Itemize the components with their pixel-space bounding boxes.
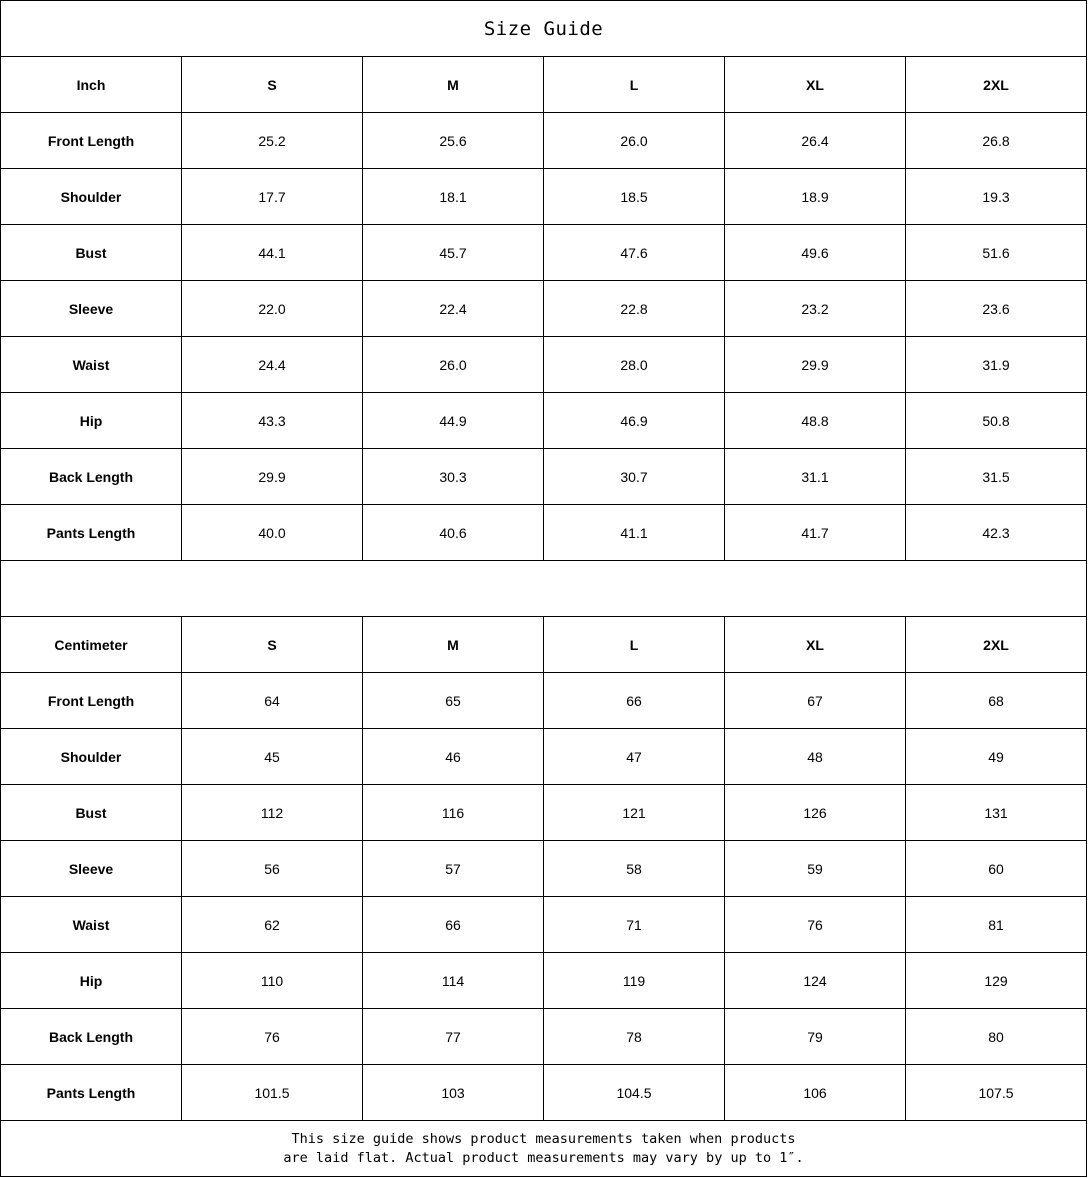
table-cell: 45 [182,729,363,785]
table-cell: 46 [363,729,544,785]
cm-header-row [1,617,1087,673]
table-cell: 23.6 [906,281,1087,337]
inch-size-header: M [363,57,544,113]
row-label: Front Length [1,113,182,169]
table-cell: 17.7 [182,169,363,225]
cm-size-header: XL [725,617,906,673]
table-cell: 119 [544,953,725,1009]
cm-row-waist [1,897,1087,953]
row-label: Waist [1,897,182,953]
table-cell: 31.1 [725,449,906,505]
table-cell: 29.9 [725,337,906,393]
table-cell: 19.3 [906,169,1087,225]
cm-row-hip [1,953,1087,1009]
table-cell: 30.7 [544,449,725,505]
inch-header-row [1,57,1087,113]
table-cell: 40.6 [363,505,544,561]
row-label: Bust [1,785,182,841]
table-cell: 25.2 [182,113,363,169]
cm-size-header: S [182,617,363,673]
table-cell: 60 [906,841,1087,897]
row-label: Hip [1,393,182,449]
row-label: Back Length [1,449,182,505]
table-cell: 46.9 [544,393,725,449]
table-cell: 121 [544,785,725,841]
table-cell: 64 [182,673,363,729]
table-cell: 116 [363,785,544,841]
table-cell: 25.6 [363,113,544,169]
table-cell: 31.5 [906,449,1087,505]
row-label: Bust [1,225,182,281]
table-cell: 50.8 [906,393,1087,449]
inch-unit-label: Inch [1,57,182,113]
table-cell: 26.0 [363,337,544,393]
row-label: Hip [1,953,182,1009]
table-cell: 106 [725,1065,906,1121]
row-label: Sleeve [1,281,182,337]
inch-row-shoulder [1,169,1087,225]
inch-size-header: 2XL [906,57,1087,113]
inch-row-waist [1,337,1087,393]
table-cell: 114 [363,953,544,1009]
table-cell: 29.9 [182,449,363,505]
table-cell: 44.1 [182,225,363,281]
table-cell: 43.3 [182,393,363,449]
footer-row [1,1121,1087,1177]
table-cell: 67 [725,673,906,729]
inch-row-pants-length [1,505,1087,561]
cm-unit-label: Centimeter [1,617,182,673]
disclaimer-line: are laid flat. Actual product measurements may vary by up to 1″. [283,1149,804,1166]
table-cell: 65 [363,673,544,729]
table-cell: 23.2 [725,281,906,337]
inch-size-header: XL [725,57,906,113]
table-cell: 68 [906,673,1087,729]
table-cell: 28.0 [544,337,725,393]
inch-row-bust [1,225,1087,281]
table-cell: 56 [182,841,363,897]
table-cell: 51.6 [906,225,1087,281]
table-cell: 80 [906,1009,1087,1065]
table-cell: 47.6 [544,225,725,281]
table-cell: 47 [544,729,725,785]
table-cell: 40.0 [182,505,363,561]
table-cell: 124 [725,953,906,1009]
table-cell: 66 [544,673,725,729]
inch-row-hip [1,393,1087,449]
table-cell: 18.5 [544,169,725,225]
table-cell: 66 [363,897,544,953]
table-cell: 44.9 [363,393,544,449]
table-cell: 103 [363,1065,544,1121]
row-label: Waist [1,337,182,393]
table-cell: 26.4 [725,113,906,169]
row-label: Shoulder [1,729,182,785]
table-cell: 57 [363,841,544,897]
row-label: Back Length [1,1009,182,1065]
table-cell: 110 [182,953,363,1009]
table-cell: 59 [725,841,906,897]
measurement-disclaimer [1,1121,1087,1177]
row-label: Pants Length [1,505,182,561]
cm-row-shoulder [1,729,1087,785]
table-cell: 41.1 [544,505,725,561]
disclaimer-line: This size guide shows product measurements taken when products [291,1130,796,1147]
table-spacer-row [1,561,1087,617]
table-cell: 48 [725,729,906,785]
table-cell: 101.5 [182,1065,363,1121]
cm-size-header: M [363,617,544,673]
table-cell: 18.9 [725,169,906,225]
table-cell: 41.7 [725,505,906,561]
table-cell: 22.8 [544,281,725,337]
table-spacer [1,561,1087,617]
page-title: Size Guide [1,1,1087,57]
inch-row-front-length [1,113,1087,169]
cm-row-sleeve [1,841,1087,897]
row-label: Front Length [1,673,182,729]
inch-size-header: S [182,57,363,113]
inch-row-sleeve [1,281,1087,337]
table-cell: 58 [544,841,725,897]
table-cell: 31.9 [906,337,1087,393]
table-cell: 49 [906,729,1087,785]
table-cell: 104.5 [544,1065,725,1121]
row-label: Sleeve [1,841,182,897]
inch-row-back-length [1,449,1087,505]
table-cell: 22.4 [363,281,544,337]
table-cell: 18.1 [363,169,544,225]
cm-size-header: 2XL [906,617,1087,673]
table-cell: 131 [906,785,1087,841]
table-cell: 78 [544,1009,725,1065]
table-cell: 79 [725,1009,906,1065]
cm-row-front-length [1,673,1087,729]
table-cell: 24.4 [182,337,363,393]
table-cell: 107.5 [906,1065,1087,1121]
table-cell: 48.8 [725,393,906,449]
table-cell: 26.0 [544,113,725,169]
cm-size-header: L [544,617,725,673]
table-cell: 71 [544,897,725,953]
inch-size-header: L [544,57,725,113]
table-cell: 81 [906,897,1087,953]
table-cell: 76 [725,897,906,953]
cm-row-pants-length [1,1065,1087,1121]
table-cell: 77 [363,1009,544,1065]
cm-row-bust [1,785,1087,841]
table-cell: 26.8 [906,113,1087,169]
table-cell: 112 [182,785,363,841]
cm-row-back-length [1,1009,1087,1065]
table-cell: 49.6 [725,225,906,281]
table-cell: 30.3 [363,449,544,505]
table-cell: 129 [906,953,1087,1009]
table-cell: 62 [182,897,363,953]
row-label: Shoulder [1,169,182,225]
title-row [1,1,1087,57]
row-label: Pants Length [1,1065,182,1121]
table-cell: 45.7 [363,225,544,281]
table-cell: 126 [725,785,906,841]
table-cell: 22.0 [182,281,363,337]
table-cell: 42.3 [906,505,1087,561]
table-cell: 76 [182,1009,363,1065]
